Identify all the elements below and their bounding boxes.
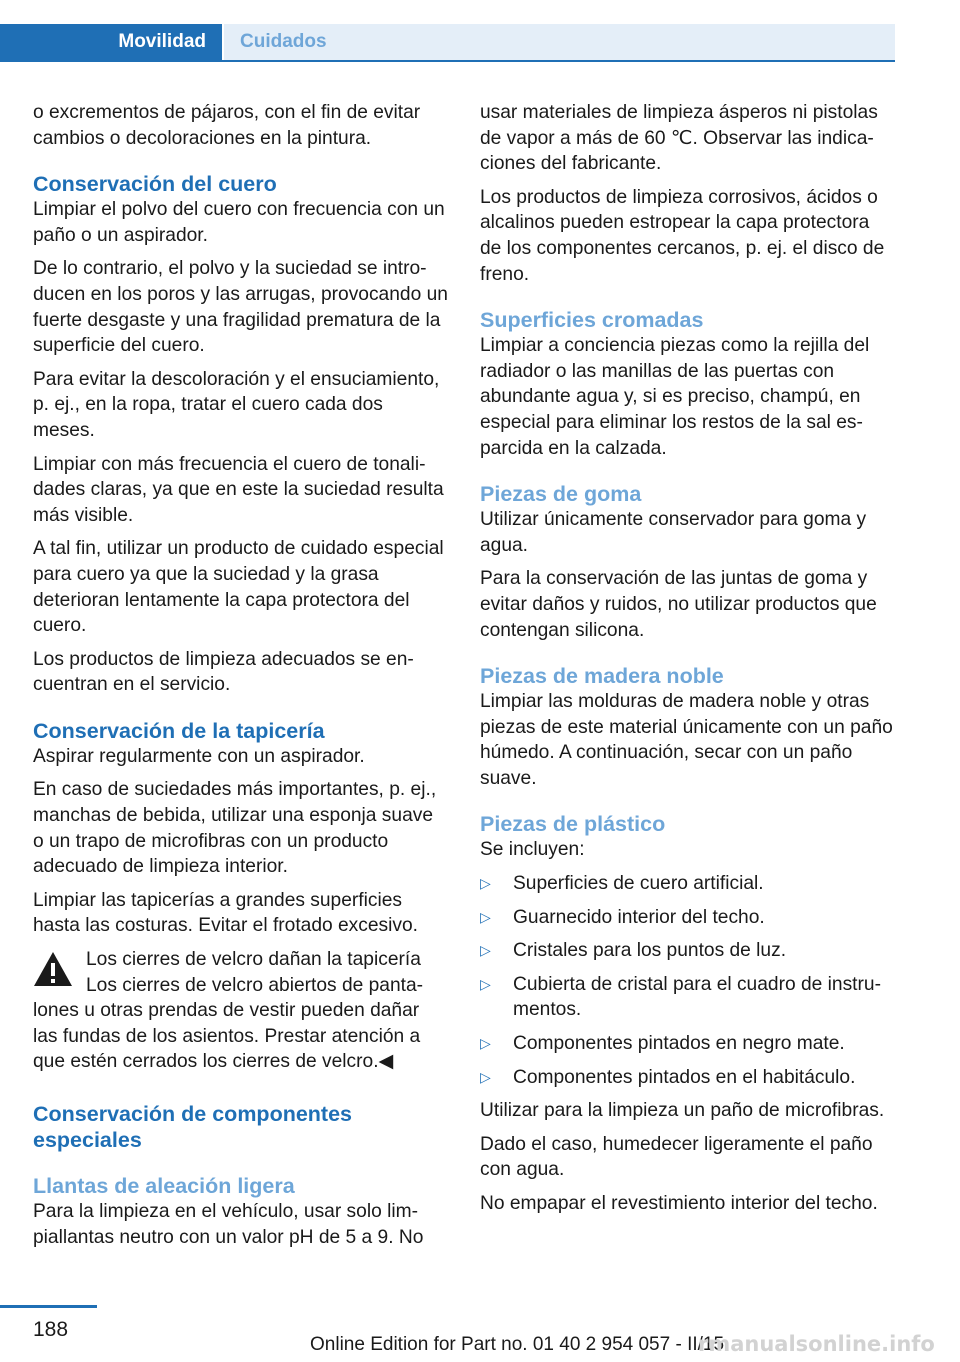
paragraph: Dado el caso, humedecer ligeramente el paño con agua. bbox=[480, 1133, 873, 1181]
paragraph: Para evitar la descoloración y el ensuciamiento, p. ej., en la ropa, tratar el cuero cada dos meses. bbox=[33, 368, 440, 441]
heading-chrome: Superficies cromadas bbox=[480, 308, 704, 333]
heading-alloy-wheels: Llantas de aleación ligera bbox=[33, 1174, 295, 1198]
triangle-bullet-icon: ▷ bbox=[480, 1068, 491, 1085]
paragraph: No empapar el revestimiento interior del techo. bbox=[480, 1193, 878, 1214]
header-rule bbox=[0, 60, 895, 62]
list-item-text: Componentes pintados en negro mate. bbox=[513, 1033, 845, 1055]
paragraph: Limpiar las molduras de madera noble y otras piezas de este material únicamente con un paño húmedo. A continuación, secar con un paño suave. bbox=[480, 691, 893, 789]
list-item-text: Componentes pintados en el habitáculo. bbox=[513, 1066, 856, 1088]
section-plastic bbox=[480, 811, 895, 1216]
section-chrome bbox=[480, 307, 895, 461]
triangle-bullet-icon: ▷ bbox=[480, 942, 491, 959]
paragraph: A tal fin, utilizar un producto de cuidado especial para cuero ya que la suciedad y la grasa deterioran lentamente la capa protectora del cuero. bbox=[33, 538, 444, 637]
list-item bbox=[480, 972, 895, 1023]
heading-wood: Piezas de madera noble bbox=[480, 664, 724, 689]
paragraph: Para la limpieza en el vehículo, usar solo limpiallantas neutro con un valor pH de 5 a 9. No bbox=[33, 1201, 424, 1248]
triangle-bullet-icon: ▷ bbox=[480, 875, 491, 892]
header-tabs bbox=[0, 24, 895, 62]
list-item bbox=[480, 871, 895, 897]
heading-leather: Conservación del cuero bbox=[33, 172, 277, 197]
list-item-text: Guarnecido interior del techo. bbox=[513, 906, 765, 928]
warning-icon bbox=[33, 951, 73, 987]
paragraph: Los productos de limpieza corrosivos, ácidos o alcalinos pueden estropear la capa protectora de los componentes cercanos, p. ej. el disco de freno. bbox=[480, 186, 885, 285]
section-rubber bbox=[480, 481, 895, 643]
paragraph: Limpiar a conciencia piezas como la rejilla del radiador o las manillas de las puertas con abundante agua y, si es preciso, champú, en especial para eliminar los restos de la sal esparcida en la calzada. bbox=[480, 335, 870, 459]
paragraph: Limpiar con más frecuencia el cuero de tonalidades claras, ya que en este la suciedad resulta más visible. bbox=[33, 453, 444, 526]
list-item bbox=[480, 1065, 895, 1091]
paragraph: Limpiar las tapicerías a grandes superficies hasta las costuras. Evitar el frotado excesivo. bbox=[33, 889, 418, 937]
list-item-text: Superficies de cuero artificial. bbox=[513, 873, 764, 895]
plastic-list bbox=[480, 871, 895, 1090]
left-column bbox=[33, 100, 448, 1258]
section-upholstery bbox=[33, 718, 448, 1075]
heading-upholstery: Conservación de la tapicería bbox=[33, 718, 325, 743]
paragraph: Se incluyen: bbox=[480, 839, 585, 861]
heading-rubber: Piezas de goma bbox=[480, 482, 642, 507]
triangle-bullet-icon: ▷ bbox=[480, 908, 491, 925]
tab-movilidad[interactable]: Movilidad bbox=[0, 24, 222, 60]
paragraph: Los productos de limpieza adecuados se encuentran en el servicio. bbox=[33, 648, 414, 696]
paragraph: En caso de suciedades más importantes, p. ej., manchas de bebida, utilizar una esponja suave o un trapo de microfibras con un producto adecuado de limpieza interior. bbox=[33, 779, 437, 878]
section-alloy bbox=[33, 1173, 448, 1250]
list-item-text: Cubierta de cristal para el cuadro de instrumentos. bbox=[513, 973, 881, 1021]
warning-title: Los cierres de velcro dañan la tapicería bbox=[86, 949, 421, 971]
triangle-bullet-icon: ▷ bbox=[480, 1035, 491, 1052]
triangle-bullet-icon: ▷ bbox=[480, 975, 491, 992]
list-item-text: Cristales para los puntos de luz. bbox=[513, 940, 787, 962]
list-item bbox=[480, 905, 895, 931]
warning-body: Los cierres de velcro abiertos de pantalones u otras prendas de vestir pueden dañar las fundas de los asientos. Prestar atención a que estén cerrados los cierres de velcro.◀ bbox=[33, 974, 424, 1073]
paragraph: De lo contrario, el polvo y la suciedad se introducen en los poros y las arrugas, provocando un fuerte desgaste y una fragilidad prematura de la superficie del cuero. bbox=[33, 258, 448, 357]
paragraph: Para la conservación de las juntas de goma y evitar daños y ruidos, no utilizar productos que contengan silicona. bbox=[480, 568, 877, 641]
paragraph: Limpiar el polvo del cuero con frecuencia con un paño o un aspirador. bbox=[33, 199, 445, 246]
section-leather bbox=[33, 171, 448, 698]
watermark: rmanualsonline.info bbox=[698, 1332, 935, 1356]
paragraph: usar materiales de limpieza ásperos ni pistolas de vapor a más de 60 ℃. Observar las indicaciones del fabricante. bbox=[480, 102, 878, 175]
list-item bbox=[480, 938, 895, 964]
paragraph: Aspirar regularmente con un aspirador. bbox=[33, 745, 365, 767]
section-wood bbox=[480, 663, 895, 791]
intro-text: o excrementos de pájaros, con el fin de evitar cambios o decoloraciones en la pintura. bbox=[33, 102, 421, 149]
heading-plastic: Piezas de plástico bbox=[480, 812, 666, 837]
edition-note: Online Edition for Part no. 01 40 2 954 057 - II/15 bbox=[310, 1334, 725, 1355]
footer-rule bbox=[0, 1305, 97, 1308]
warning-box bbox=[33, 947, 448, 1075]
paragraph: Utilizar únicamente conservador para goma y agua. bbox=[480, 509, 867, 556]
heading-special-components: Conservación de componentes especiales bbox=[33, 1102, 352, 1152]
paragraph: Utilizar para la limpieza un paño de microfibras. bbox=[480, 1100, 885, 1122]
section-special bbox=[33, 1101, 448, 1153]
list-item bbox=[480, 1031, 895, 1057]
page-number: 188 bbox=[33, 1318, 69, 1341]
tab-cuidados[interactable]: Cuidados bbox=[224, 24, 895, 60]
right-column bbox=[480, 100, 895, 1225]
